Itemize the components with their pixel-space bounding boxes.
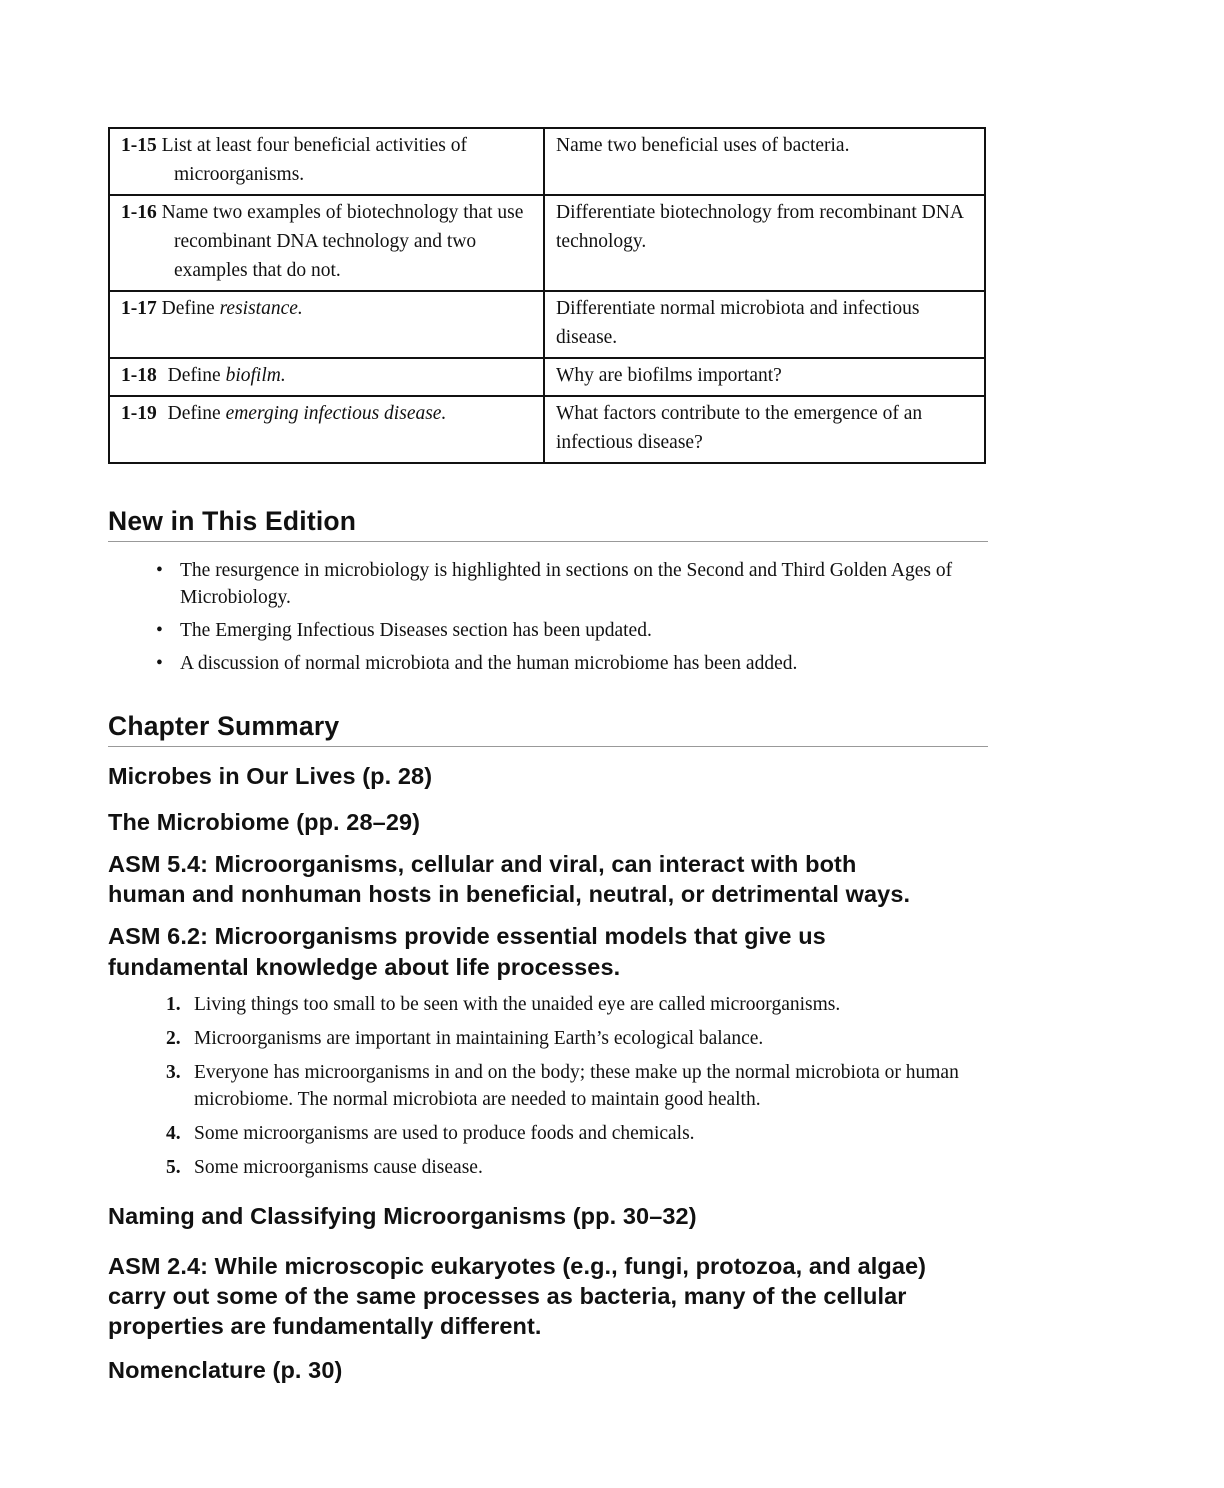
point-number: 1. [166, 994, 181, 1015]
naming-heading: Naming and Classifying Microorganisms (pp. 30–32) [108, 1203, 697, 1229]
point-number: 5. [166, 1157, 181, 1178]
list-item [166, 1120, 988, 1147]
point-text: Living things too small to be seen with the unaided eye are called microorganisms. [194, 994, 841, 1015]
objective-prefix: Define [167, 365, 221, 386]
point-number: 3. [166, 1062, 181, 1083]
objective-text: Name two examples of biotechnology that use recombinant DNA technology and two examples that do not. [161, 202, 524, 281]
list-item [166, 1025, 988, 1052]
objective-number: 1-16 [121, 202, 157, 223]
learning-objectives-table [108, 127, 986, 464]
new-edition-heading: New in This Edition [108, 506, 988, 542]
microbiome-heading: The Microbiome (pp. 28–29) [108, 809, 421, 835]
point-text: Everyone has microorganisms in and on the body; these make up the normal microbiota or human microbiome. The normal microbiota are needed to maintain good health. [194, 1062, 959, 1110]
objective-prefix: Define [167, 403, 221, 424]
asm-6-2-heading: ASM 6.2: Microorganisms provide essential models that give us fundamental knowledge about life processes. [108, 923, 826, 980]
list-item [166, 991, 988, 1018]
table-row [109, 128, 985, 195]
objective-cell [109, 195, 544, 291]
new-edition-list [108, 557, 988, 677]
table-row [109, 291, 985, 358]
objective-number: 1-15 [121, 135, 157, 156]
table-row [109, 396, 985, 463]
table-row [109, 358, 985, 396]
point-text: Some microorganisms are used to produce foods and chemicals. [194, 1123, 695, 1144]
asm-2-4-heading: ASM 2.4: While microscopic eukaryotes (e.g., fungi, protozoa, and algae) carry out some of the same processes as bacteria, many of the cellular properties are fundamentally different. [108, 1253, 927, 1339]
microbes-heading: Microbes in Our Lives (p. 28) [108, 763, 433, 789]
list-item: • A discussion of normal microbiota and the human microbiome has been added. [154, 650, 988, 677]
chapter-summary-heading: Chapter Summary [108, 711, 988, 747]
list-item [166, 1154, 988, 1181]
objective-text: List at least four beneficial activities of microorganisms. [161, 135, 468, 185]
nomenclature-heading: Nomenclature (p. 30) [108, 1357, 343, 1383]
list-item [166, 1059, 988, 1113]
objective-number: 1-19 [121, 403, 157, 424]
objective-prefix: Define [161, 298, 215, 319]
table-row [109, 195, 985, 291]
objective-term: resistance. [219, 298, 303, 319]
summary-points-list [108, 991, 988, 1181]
objective-cell [109, 358, 544, 396]
point-number: 4. [166, 1123, 181, 1144]
check-question-cell: Why are biofilms important? [544, 358, 985, 396]
point-text: Microorganisms are important in maintaining Earth’s ecological balance. [194, 1028, 764, 1049]
document-page [108, 127, 988, 1385]
point-text: Some microorganisms cause disease. [194, 1157, 483, 1178]
check-question-cell: Name two beneficial uses of bacteria. [544, 128, 985, 195]
objective-cell [109, 128, 544, 195]
list-item: • The Emerging Infectious Diseases section has been updated. [154, 617, 988, 644]
asm-5-4-heading: ASM 5.4: Microorganisms, cellular and viral, can interact with both human and nonhuman hosts in beneficial, neutral, or detrimental ways. [108, 851, 911, 907]
check-question-cell: What factors contribute to the emergence of an infectious disease? [544, 396, 985, 463]
objective-number: 1-17 [121, 298, 157, 319]
objective-cell [109, 291, 544, 358]
check-question-cell: Differentiate biotechnology from recombinant DNA technology. [544, 195, 985, 291]
list-item: • The resurgence in microbiology is highlighted in sections on the Second and Third Golden Ages of Microbiology. [154, 557, 988, 611]
objective-term: biofilm. [225, 365, 286, 386]
objective-number: 1-18 [121, 365, 157, 386]
point-number: 2. [166, 1028, 181, 1049]
objective-cell [109, 396, 544, 463]
objective-term: emerging infectious disease. [225, 403, 447, 424]
check-question-cell: Differentiate normal microbiota and infectious disease. [544, 291, 985, 358]
